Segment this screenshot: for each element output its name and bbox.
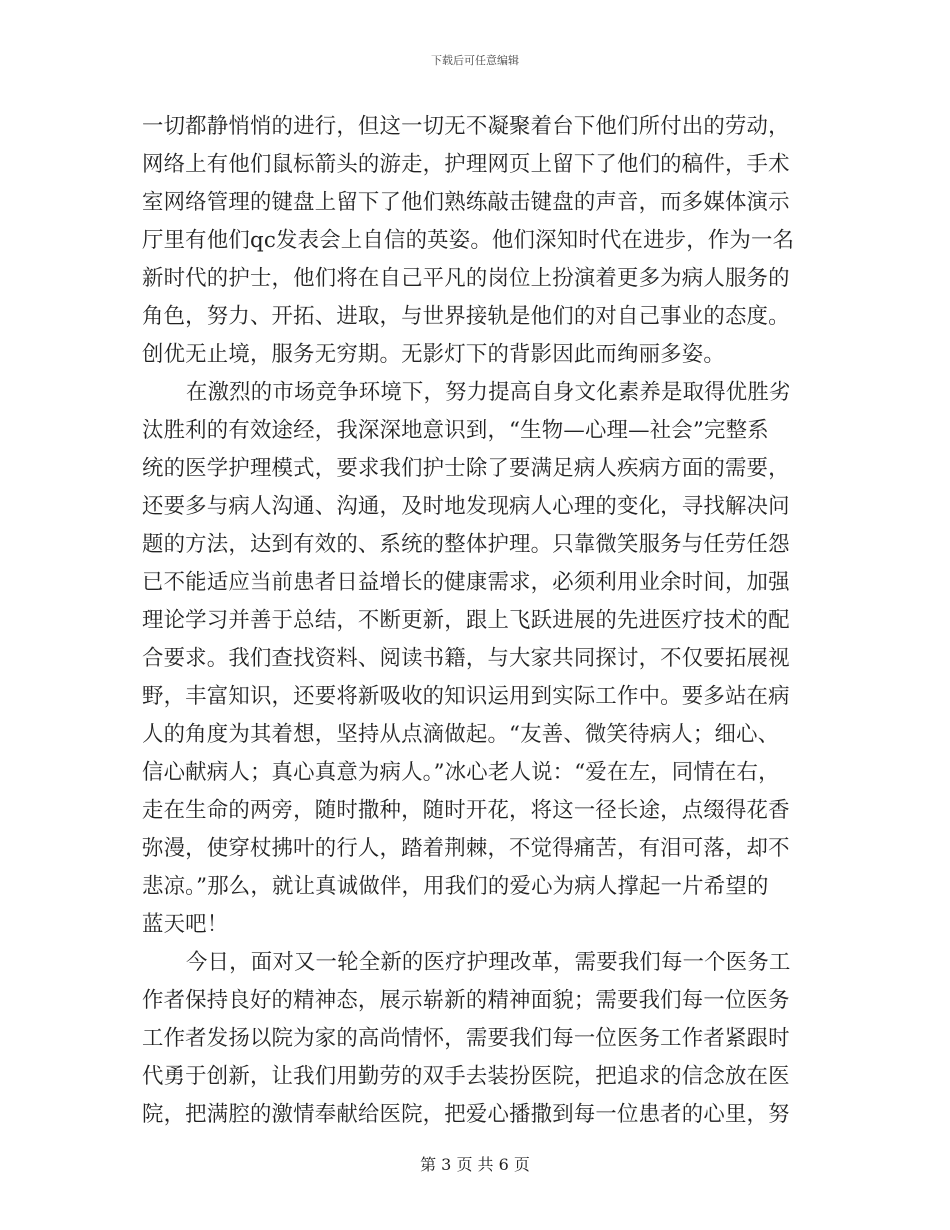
text-line: 一切都静悄悄的进行，但这一切无不凝聚着台下他们所付出的劳动， [142, 114, 790, 139]
text-line: 走在生命的两旁，随时撒种，随时开花，将这一径长途，点缀得花香 [142, 798, 790, 823]
text-line: 野，丰富知识，还要将新吸收的知识运用到实际工作中。要多站在病 [142, 684, 790, 709]
text-line: 创优无止境，服务无穷期。无影灯下的背影因此而绚丽多姿。 [142, 342, 725, 367]
text-line: 厅里有他们qc发表会上自信的英姿。他们深知时代在进步，作为一名 [142, 228, 795, 253]
text-line: 网络上有他们鼠标箭头的游走，护理网页上留下了他们的稿件，手术 [142, 152, 790, 177]
text-line: 悲凉。”那么，就让真诚做伴，用我们的爱心为病人撑起一片希望的 [142, 874, 769, 899]
document-body [142, 108, 802, 1134]
page-footer: 第 3 页 共 6 页 [420, 1155, 530, 1174]
text-line: 角色，努力、开拓、进取，与世界接轨是他们的对自己事业的态度。 [142, 304, 790, 329]
text-line: 作者保持良好的精神态，展示崭新的精神面貌；需要我们每一位医务 [142, 988, 790, 1013]
text-line: 院，把满腔的激情奉献给医院，把爱心播撒到每一位患者的心里，努 [142, 1102, 790, 1127]
paragraph-first-line: 今日，面对又一轮全新的医疗护理改革，需要我们每一个医务工 [186, 950, 791, 975]
text-line: 代勇于创新，让我们用勤劳的双手去装扮医院，把追求的信念放在医 [142, 1064, 790, 1089]
text-line: 统的医学护理模式，要求我们护士除了要满足病人疾病方面的需要， [142, 456, 790, 481]
text-line: 蓝天吧！ [142, 912, 229, 937]
paragraph-first-line: 在激烈的市场竞争环境下，努力提高自身文化素养是取得优胜劣 [186, 380, 791, 405]
text-line: 信心献病人；真心真意为病人。”冰心老人说：“爱在左，同情在右， [142, 760, 780, 785]
text-line: 汰胜利的有效途经，我深深地意识到，“生物—心理—社会”完整系 [142, 418, 769, 443]
text-line: 室网络管理的键盘上留下了他们熟练敲击键盘的声音，而多媒体演示 [142, 190, 790, 215]
text-line: 理论学习并善于总结，不断更新，跟上飞跃进展的先进医疗技术的配 [142, 608, 790, 633]
text-line: 弥漫，使穿杖拂叶的行人，踏着荆棘，不觉得痛苦，有泪可落，却不 [142, 836, 790, 861]
text-line: 人的角度为其着想，坚持从点滴做起。“友善、微笑待病人；细心、 [142, 722, 780, 747]
text-line: 工作者发扬以院为家的高尚情怀，需要我们每一位医务工作者紧跟时 [142, 1026, 790, 1051]
text-line: 还要多与病人沟通、沟通，及时地发现病人心理的变化，寻找解决问 [142, 494, 790, 519]
text-line: 题的方法，达到有效的、系统的整体护理。只靠微笑服务与任劳任怨 [142, 532, 790, 557]
text-line: 新时代的护士，他们将在自己平凡的岗位上扮演着更多为病人服务的 [142, 266, 790, 291]
text-line: 合要求。我们查找资料、阅读书籍，与大家共同探讨，不仅要拓展视 [142, 646, 790, 671]
text-line: 已不能适应当前患者日益增长的健康需求，必须利用业余时间，加强 [142, 570, 790, 595]
page-header: 下载后可任意编辑 [431, 54, 519, 67]
